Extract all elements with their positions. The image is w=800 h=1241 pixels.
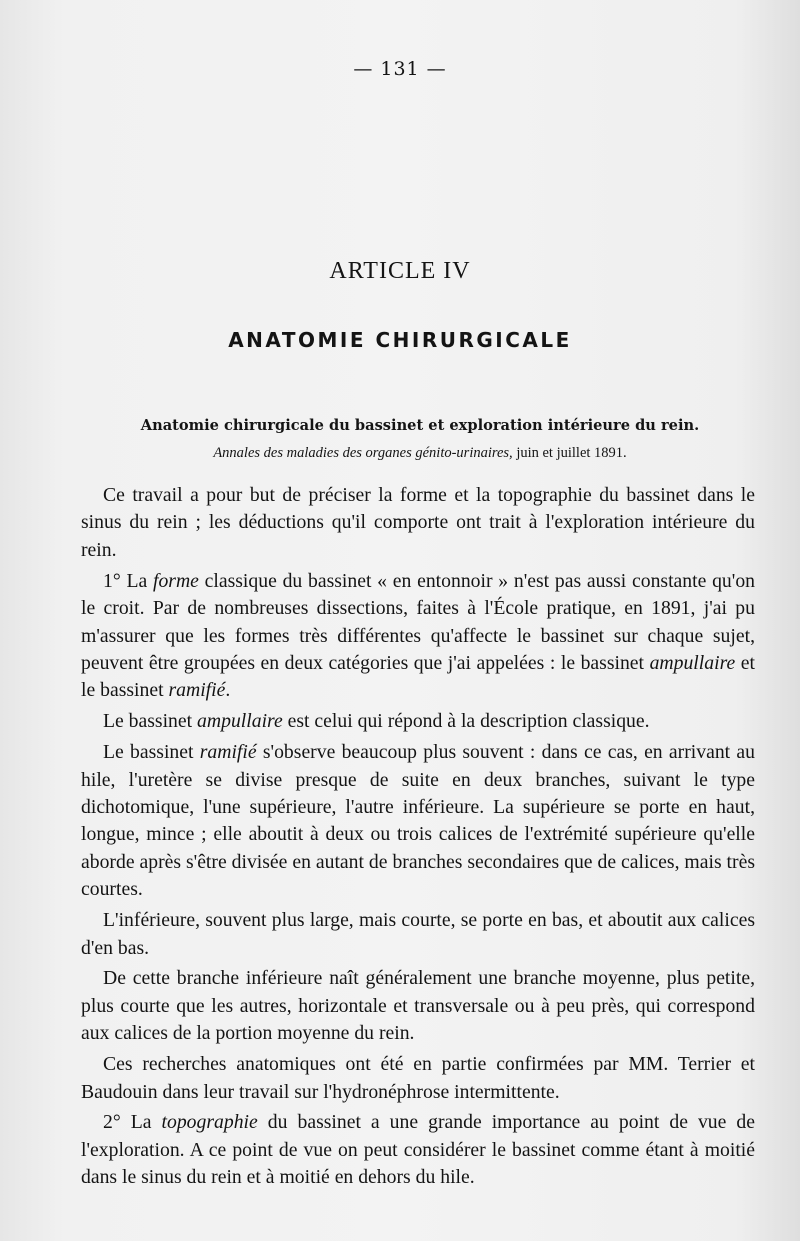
article-title: ARTICLE IV — [329, 258, 471, 284]
page-number: — 131 — — [353, 58, 447, 80]
body-text — [81, 482, 755, 1195]
paragraph-recherches: Ces recherches anatomiques ont été en partie confirmées par MM. Terrier et Baudouin dans leur travail sur l'hydronéphrose intermittente. — [81, 1053, 755, 1103]
paragraph-ampullaire: Le bassinet ampullaire est celui qui répond à la description classique. — [103, 710, 650, 733]
paragraph-inferieure: L'inférieure, souvent plus large, mais courte, se porte en bas, et aboutit aux calices d'en bas. — [81, 909, 755, 959]
reference-journal: Annales des maladies des organes génito-urinaires, — [213, 445, 513, 461]
reference-title: Anatomie chirurgicale du bassinet et exploration intérieure du rein. — [140, 417, 700, 434]
section-title: ANATOMIE CHIRURGICALE — [228, 328, 572, 352]
paragraph-ramifie: Le bassinet ramifié s'observe beaucoup plus souvent : dans ce cas, en arrivant au hile, l'uretère se divise presque de suite en deux branches, suivant le type dichotomique, l'une supérieure, l'autre inférieure. La supérieure se porte en haut, longue, mince ; elle aboutit à deux ou trois calices de l'extrémité supérieure qu'elle aborde après s'être divisée en autant de branches secondaires que de calices, mais très courtes. — [81, 741, 755, 901]
reference-date: juin et juillet 1891. — [512, 445, 627, 461]
paragraph-branche-moyenne: De cette branche inférieure naît généralement une branche moyenne, plus petite, plus courte que les autres, horizontale et transversale ou à peu près, qui correspond aux calices de la portion moyenne du rein. — [81, 967, 755, 1045]
paragraph-intro: Ce travail a pour but de préciser la forme et la topographie du bassinet dans le sinus du rein ; les déductions qu'il comporte ont trait à l'exploration intérieure du rein. — [81, 484, 755, 561]
reference-source — [0, 445, 800, 462]
paragraph-topographie: 2° La topographie du bassinet a une grande importance au point de vue de l'exploration. A ce point de vue on peut considérer le bassinet comme étant à moitié dans le sinus du rein et à moitié en dehors du hile. — [81, 1111, 755, 1189]
paragraph-forme: 1° La forme classique du bassinet « en entonnoir » n'est pas aussi constante qu'on le croit. Par de nombreuses dissections, faites à l'École pratique, en 1891, j'ai pu m'assurer que les formes très différentes qu'affecte le bassinet sur chaque sujet, peuvent être groupées en deux catégories que j'ai appelées : le bassinet ampullaire et le bassinet ramifié. — [81, 569, 756, 702]
